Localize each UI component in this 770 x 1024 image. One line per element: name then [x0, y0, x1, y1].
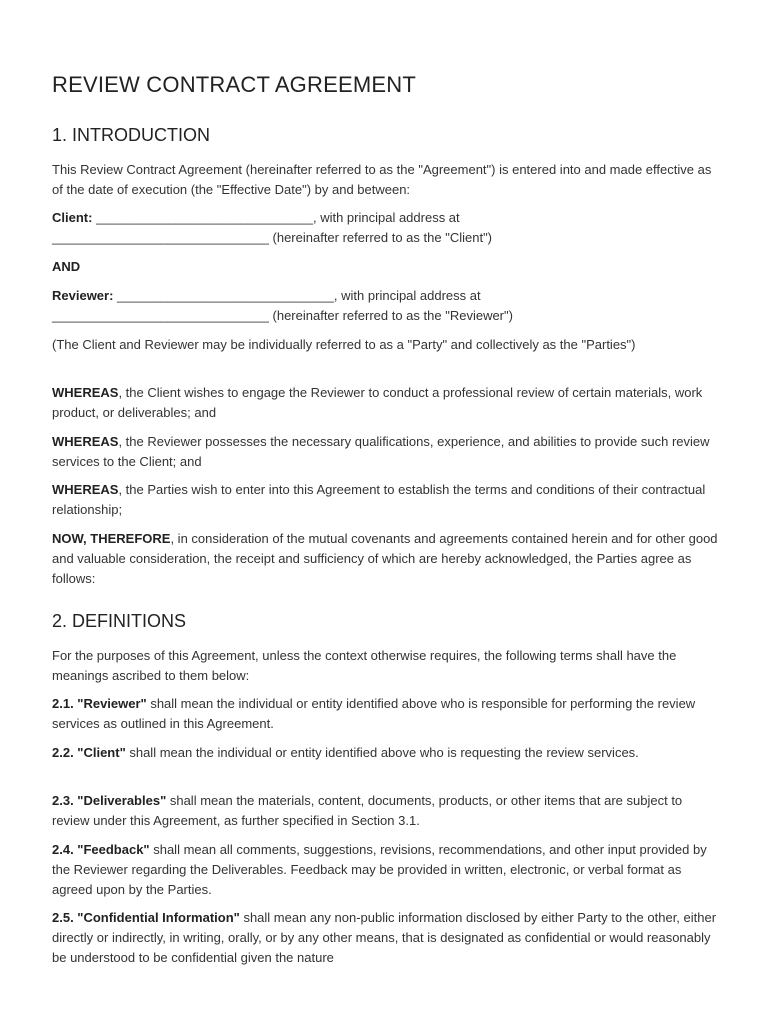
client-line-2: ______________________________ (hereinafter referred to as the "Client") [52, 230, 493, 245]
definition-item: 2.5. "Confidential Information" shall mean any non-public information disclosed by either Party to the other, either directly or indirectly, in writing, orally, or by any other means, that is designated as confidential or would reasonably be understood to be confidential given the nature [52, 910, 717, 965]
document-title: REVIEW CONTRACT AGREEMENT [52, 72, 416, 97]
definition-item: 2.4. "Feedback" shall mean all comments, suggestions, revisions, recommendations, and other input provided by the Reviewer regarding the Deliverables. Feedback may be provided in written, electronic, or verbal format as agreed upon by the Parties. [52, 842, 707, 897]
section-heading-definitions: 2. DEFINITIONS [52, 611, 187, 631]
client-line-1: ______________________________, with principal address at [92, 210, 460, 225]
client-label: Client: [52, 210, 93, 225]
and-text: AND [52, 259, 81, 274]
parties-note: (The Client and Reviewer may be individually referred to as a "Party" and collectively as the "Parties") [52, 337, 636, 352]
whereas-clause-2: WHEREAS, the Reviewer possesses the necessary qualifications, experience, and abilities to provide such review services to the Client; and [52, 434, 710, 469]
now-therefore-clause: NOW, THEREFORE, in consideration of the mutual covenants and agreements contained herein and for other good and valuable consideration, the receipt and sufficiency of which are hereby acknowledged, the Parties agree as follows: [52, 531, 718, 586]
reviewer-line-1: ______________________________, with principal address at [113, 288, 481, 303]
definition-item: 2.1. "Reviewer" shall mean the individual or entity identified above who is responsible for performing the review services as outlined in this Agreement. [52, 696, 696, 731]
definitions-intro: For the purposes of this Agreement, unless the context otherwise requires, the following terms shall have the meanings ascribed to them below: [52, 648, 677, 683]
definition-item: 2.2. "Client" shall mean the individual or entity identified above who is requesting the review services. [52, 745, 639, 760]
whereas-clause-3: WHEREAS, the Parties wish to enter into this Agreement to establish the terms and conditions of their contractual relationship; [52, 482, 706, 517]
client-block [52, 208, 720, 248]
intro-paragraph: This Review Contract Agreement (hereinafter referred to as the "Agreement") is entered into and made effective as of the date of execution (the "Effective Date") by and between: [52, 162, 712, 197]
reviewer-block [52, 286, 720, 326]
reviewer-label: Reviewer: [52, 288, 114, 303]
whereas-clause-1: WHEREAS, the Client wishes to engage the Reviewer to conduct a professional review of certain materials, work product, or deliverables; and [52, 385, 703, 420]
definition-item: 2.3. "Deliverables" shall mean the materials, content, documents, products, or other items that are subject to review under this Agreement, as further specified in Section 3.1. [52, 793, 683, 828]
reviewer-line-2: ______________________________ (hereinafter referred to as the "Reviewer") [52, 308, 513, 323]
section-heading-introduction: 1. INTRODUCTION [52, 125, 211, 145]
